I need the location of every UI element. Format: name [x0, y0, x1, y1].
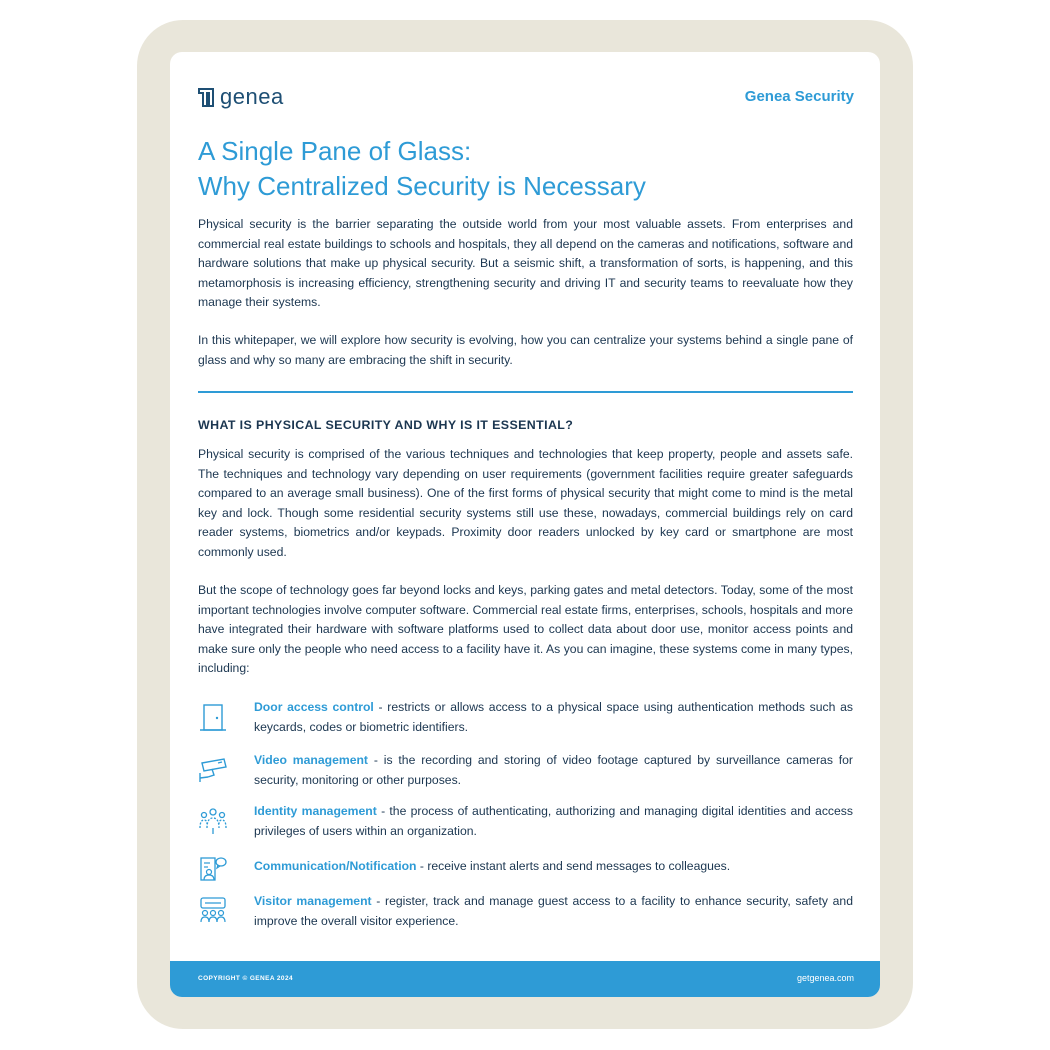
- copyright-text: COPYRIGHT © GENEA 2024: [198, 975, 293, 982]
- list-item-text: [254, 892, 853, 931]
- genea-logo: [198, 86, 284, 108]
- visitor-icon: [198, 896, 228, 926]
- title-line-1: A Single Pane of Glass:: [198, 136, 472, 166]
- list-term: Visitor management: [254, 894, 372, 908]
- logo-text: genea: [220, 84, 284, 109]
- list-desc: - restricts or allows access to a physical space using authentication methods such as keycards, codes or biometric identifiers.: [254, 700, 853, 734]
- section-heading: WHAT IS PHYSICAL SECURITY AND WHY IS IT ESSENTIAL?: [198, 418, 574, 432]
- genea-logo-icon: [198, 87, 214, 107]
- list-term: Door access control: [254, 700, 374, 714]
- website-link[interactable]: getgenea.com: [796, 973, 854, 983]
- list-term: Communication/Notification: [254, 859, 417, 873]
- brand-label: Genea Security: [744, 88, 854, 105]
- document-page: [170, 52, 880, 997]
- page-title: [198, 134, 848, 204]
- section-paragraph-1: Physical security is comprised of the various techniques and technologies that keep property, people and assets safe. The techniques and technology vary depending on user requirements (government facilities require greater safeguards compared to an average small business). One of the first forms of physical security that might come to mind is the metal key and lock. Though some residential security systems still use these, nowadays, commercial buildings rely on card reader systems, biometrics and/or keypads. Proximity door readers unlocked by key card or smartphone are most commonly used.: [198, 447, 853, 559]
- page-footer: [170, 961, 880, 997]
- list-desc: - the process of authenticating, authorizing and managing digital identities and access privileges of users within an organization.: [254, 804, 853, 838]
- list-item-text: [254, 751, 853, 790]
- list-item-text: [254, 857, 853, 877]
- title-line-2: Why Centralized Security is Necessary: [198, 171, 646, 201]
- notification-icon: [198, 854, 228, 884]
- list-item-text: [254, 802, 853, 841]
- section-divider: [198, 391, 853, 393]
- list-term: Video management: [254, 753, 368, 767]
- camera-icon: [198, 755, 228, 785]
- list-term: Identity management: [254, 804, 377, 818]
- door-icon: [198, 702, 228, 732]
- list-desc: - is the recording and storing of video footage captured by surveillance cameras for security, monitoring or other purposes.: [254, 753, 853, 787]
- list-desc: - receive instant alerts and send messages to colleagues.: [416, 859, 731, 873]
- people-icon: [198, 806, 228, 836]
- intro-paragraph-2: In this whitepaper, we will explore how security is evolving, how you can centralize your systems behind a single pane of glass and why so many are embracing the shift in security.: [198, 333, 853, 367]
- section-paragraph-2: But the scope of technology goes far beyond locks and keys, parking gates and metal detectors. Today, some of the most important technologies involve computer software. Commercial real estate firms, enterprises, schools, hospitals and more have integrated their hardware with software platforms used to collect data about door use, monitor access points and make sure only the people who need access to a facility have it. As you can imagine, these systems come in many types, including:: [198, 583, 853, 675]
- intro-paragraph-1: Physical security is the barrier separating the outside world from your most valuable assets. From enterprises and commercial real estate buildings to schools and hospitals, they all depend on the cameras and notifications, software and hardware solutions that make up physical security. But a seismic shift, a transformation of sorts, is happening, and this metamorphosis is increasing efficiency, strengthening security and driving IT and security teams to reevaluate how they manage their systems.: [198, 217, 853, 309]
- list-desc: - register, track and manage guest access to a facility to enhance security, safety and improve the overall visitor experience.: [254, 894, 853, 928]
- list-item-text: [254, 698, 853, 737]
